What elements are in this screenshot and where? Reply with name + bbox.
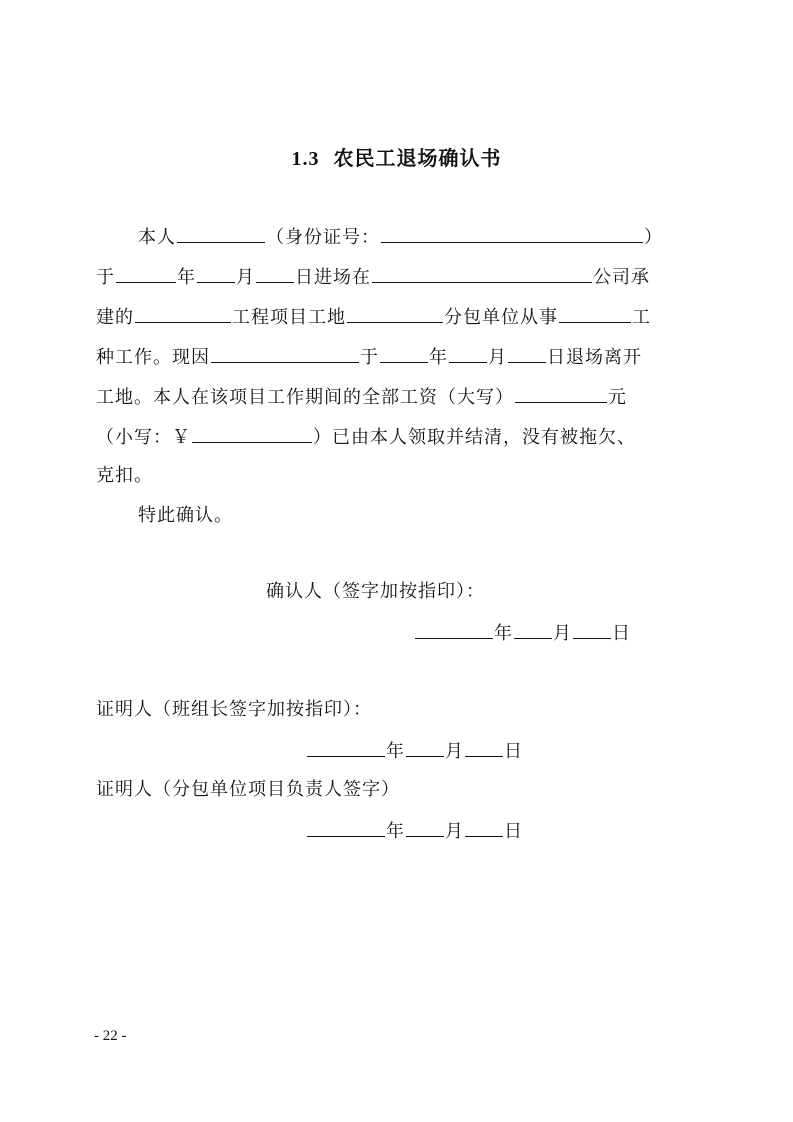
text-gong: 工: [632, 307, 651, 328]
body-line-1: [138, 222, 663, 250]
confirmer-year-blank[interactable]: [415, 618, 493, 639]
text-yuan: 元: [608, 387, 627, 408]
text-day: 日: [504, 821, 523, 842]
confirmer-month-blank[interactable]: [514, 618, 552, 639]
text-work-reason: 种工作。现因: [96, 347, 210, 368]
title-text: 农民工退场确认书: [333, 146, 502, 170]
text-yu-2: 于: [360, 347, 379, 368]
section-number: 1.3: [291, 148, 320, 170]
text-paren-close: ）: [644, 227, 663, 248]
body-line-6: [96, 422, 636, 450]
text-settled: ）已由本人领取并结清，没有被拖欠、: [313, 427, 636, 448]
entry-month-blank[interactable]: [197, 262, 235, 283]
text-yu: 于: [96, 267, 115, 288]
text-month: 月: [236, 267, 255, 288]
body-line-3: [96, 302, 651, 330]
witness2-year-blank[interactable]: [307, 816, 385, 837]
text-month: 月: [553, 623, 572, 644]
witness2-day-blank[interactable]: [465, 816, 503, 837]
text-year: 年: [177, 267, 196, 288]
text-year: 年: [386, 741, 405, 762]
text-wage-lower: （小写：￥: [96, 427, 191, 448]
witness2-month-blank[interactable]: [406, 816, 444, 837]
text-enter-site: 日进场在: [295, 267, 371, 288]
wage-lower-blank[interactable]: [192, 422, 312, 443]
text-subcontractor: 分包单位从事: [444, 307, 558, 328]
text-jiande: 建的: [96, 307, 134, 328]
body-line-4: [96, 342, 642, 370]
text-wage-upper: 工地。本人在该项目工作期间的全部工资（大写）: [96, 387, 514, 408]
witness1-day-blank[interactable]: [465, 736, 503, 757]
text-project-site: 工程项目工地: [232, 307, 346, 328]
text-year-2: 年: [429, 347, 448, 368]
name-blank[interactable]: [177, 222, 265, 243]
subcontractor-blank[interactable]: [347, 302, 443, 323]
text-month: 月: [445, 821, 464, 842]
document-title: [0, 142, 793, 171]
confirmer-label: 确认人（签字加按指印）：: [266, 581, 485, 602]
text-company: 公司承: [593, 267, 650, 288]
text-year: 年: [494, 623, 513, 644]
id-number-blank[interactable]: [381, 222, 643, 243]
witness2-label: 证明人（分包单位项目负责人签字）: [96, 779, 400, 800]
witness2-date: [306, 816, 523, 846]
body-line-5: [96, 382, 627, 410]
text-day: 日: [504, 741, 523, 762]
witness1-month-blank[interactable]: [406, 736, 444, 757]
text-day: 日: [612, 623, 631, 644]
witness1-label: 证明人（班组长签字加按指印）：: [96, 699, 372, 720]
exit-month-blank[interactable]: [449, 342, 487, 363]
text-year: 年: [386, 821, 405, 842]
text-exit-site: 日退场离开: [547, 347, 642, 368]
exit-day-blank[interactable]: [508, 342, 546, 363]
confirmer-day-blank[interactable]: [573, 618, 611, 639]
confirmer-date: [414, 618, 631, 648]
entry-day-blank[interactable]: [256, 262, 294, 283]
trade-blank[interactable]: [559, 302, 631, 323]
page-number: - 22 -: [94, 1028, 127, 1044]
body-line-7: 克扣。: [96, 465, 153, 486]
exit-year-blank[interactable]: [380, 342, 428, 363]
witness1-year-blank[interactable]: [307, 736, 385, 757]
text-id-label: （身份证号：: [266, 227, 380, 248]
text-benren: 本人: [138, 227, 176, 248]
company-blank[interactable]: [372, 262, 592, 283]
text-month: 月: [445, 741, 464, 762]
reason-blank[interactable]: [211, 342, 359, 363]
entry-year-blank[interactable]: [116, 262, 176, 283]
body-line-2: [96, 262, 650, 290]
body-line-8: 特此确认。: [138, 505, 233, 526]
text-month-2: 月: [488, 347, 507, 368]
witness1-date: [306, 736, 523, 766]
wage-upper-blank[interactable]: [515, 382, 607, 403]
project-blank[interactable]: [135, 302, 231, 323]
